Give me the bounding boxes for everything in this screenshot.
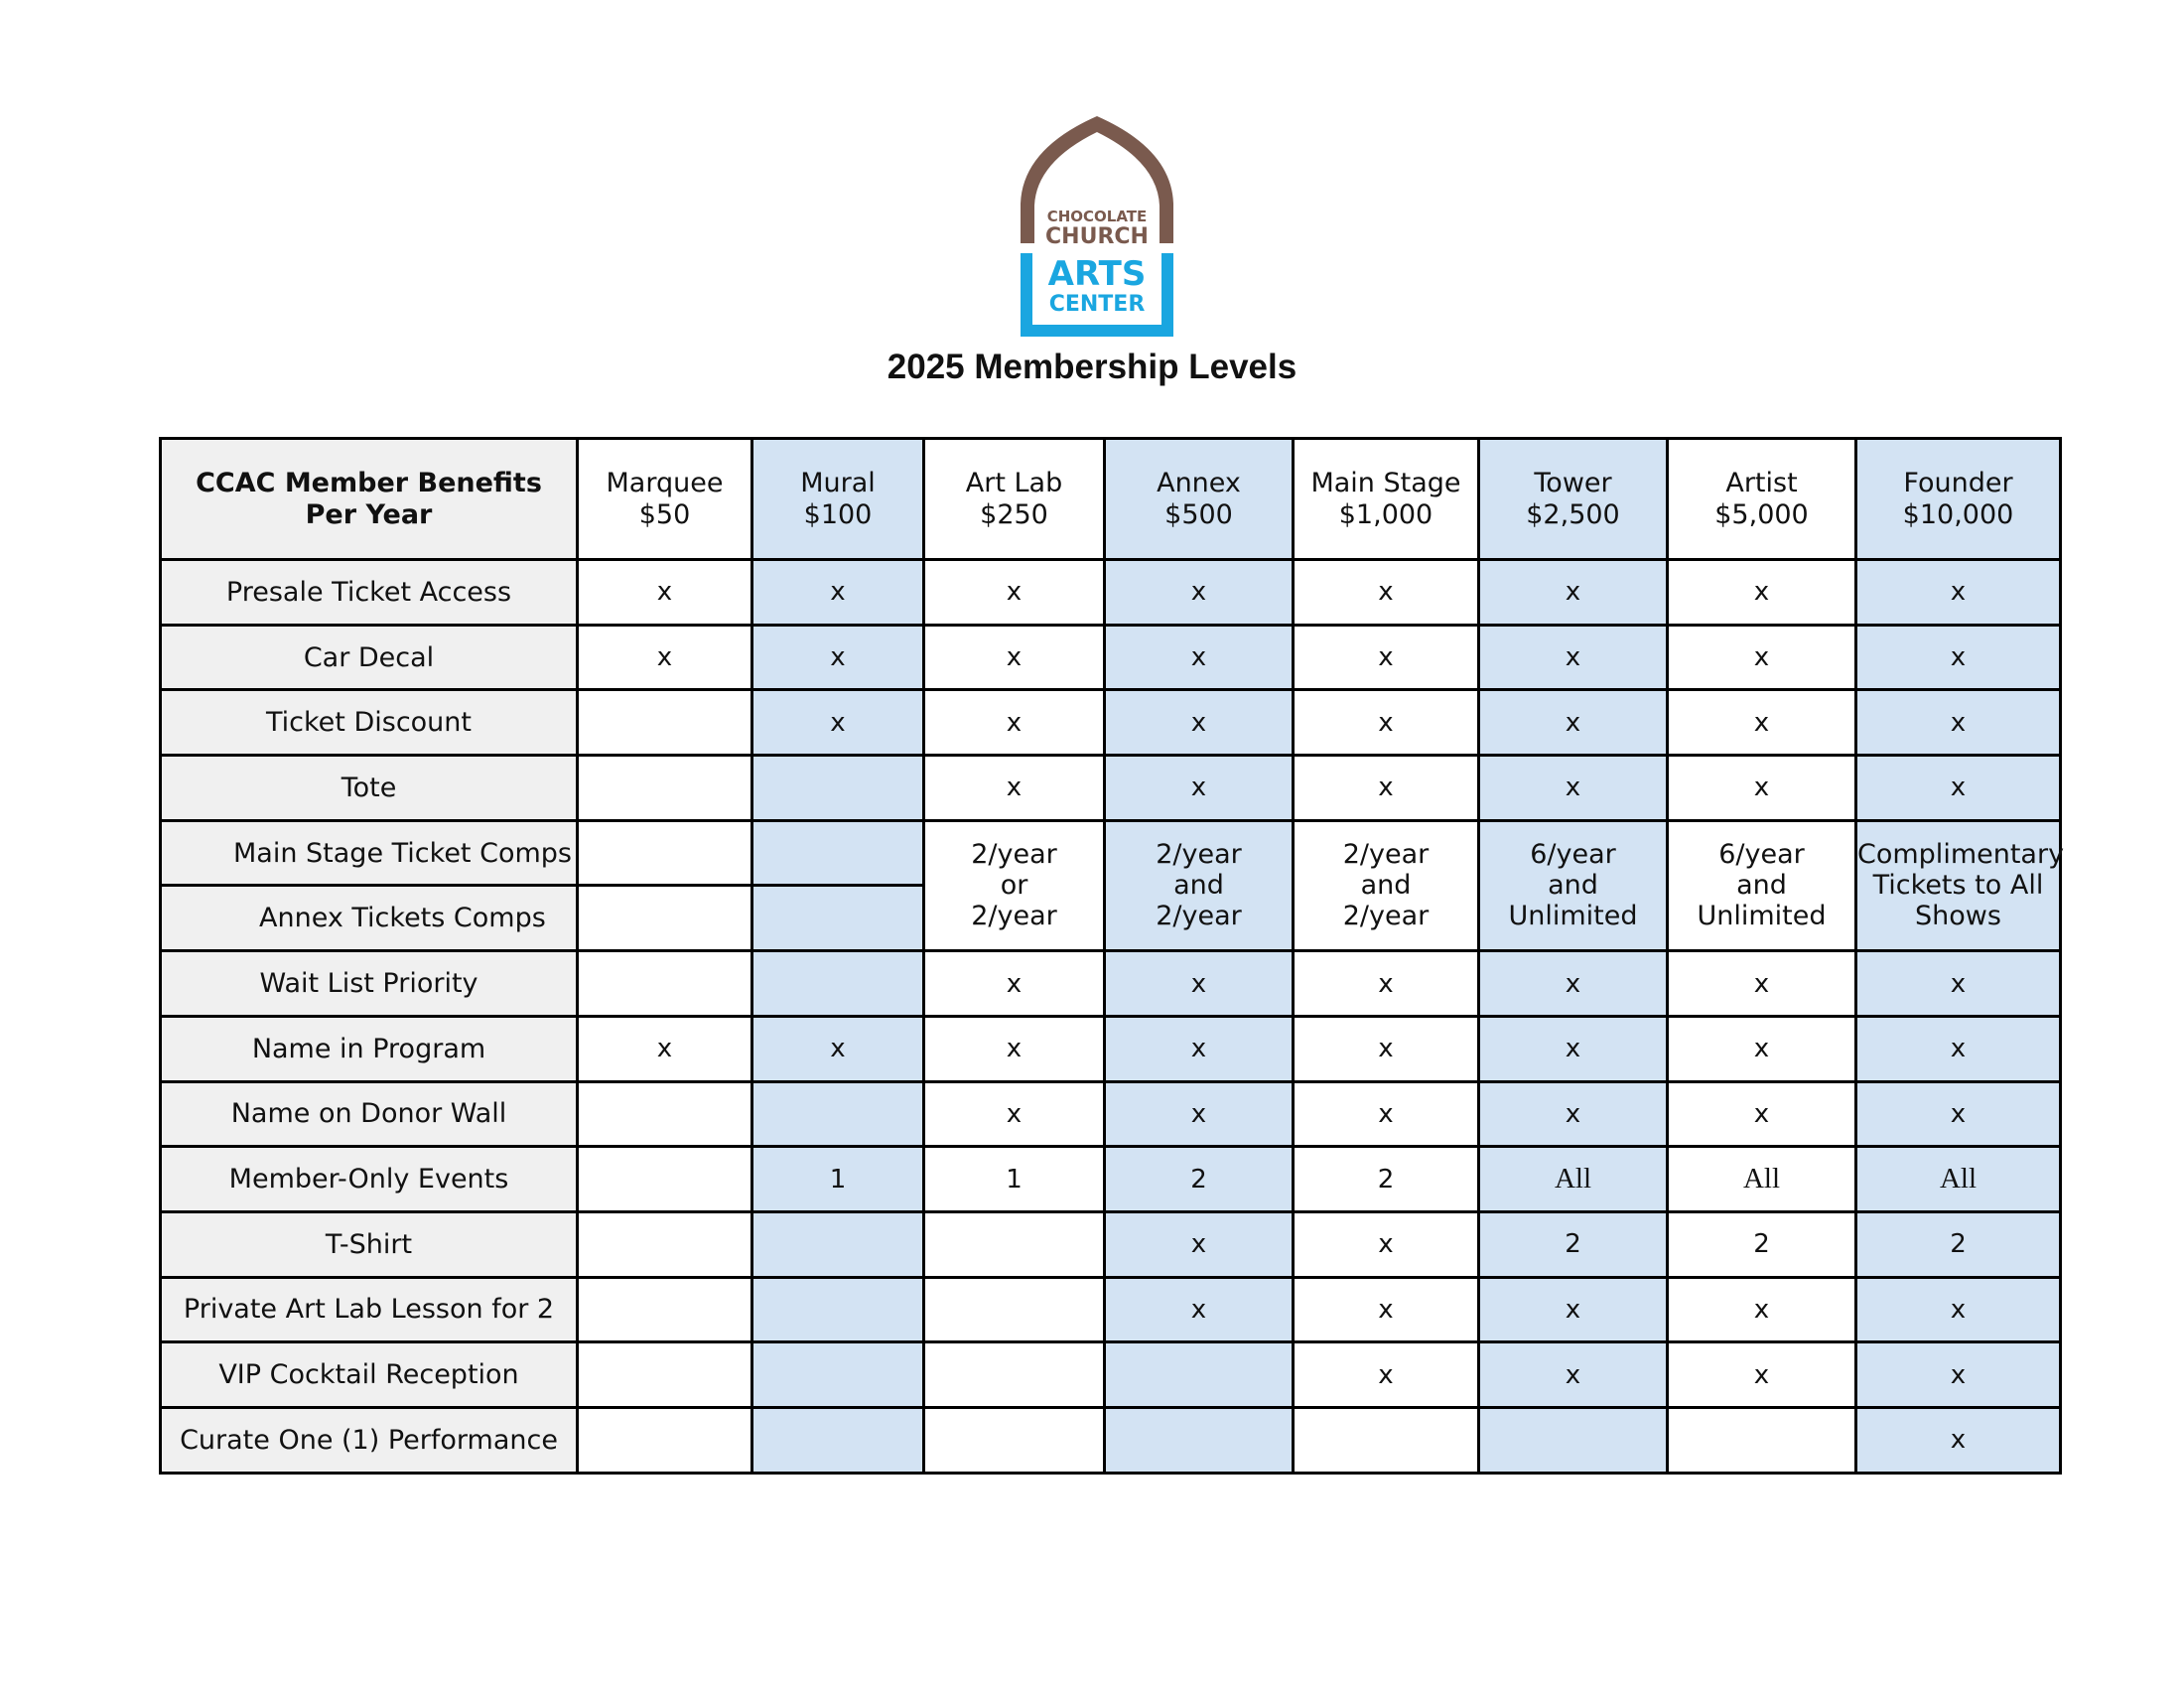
benefit-cell [752, 1277, 924, 1342]
benefit-cell [1856, 1147, 2061, 1212]
comps-row-main [161, 820, 2061, 886]
tier-price: $250 [980, 498, 1048, 530]
benefit-cell [1856, 1211, 2061, 1277]
tier-price: $500 [1164, 498, 1233, 530]
benefit-cell [1479, 756, 1668, 821]
comps-bottom: Unlimited [1508, 901, 1638, 932]
benefit-cell [578, 560, 752, 626]
benefit-cell [924, 560, 1105, 626]
benefit-cell [752, 886, 924, 951]
table-row [161, 756, 2061, 821]
tier-price: $100 [803, 498, 873, 530]
header-label-line: Per Year [305, 498, 433, 530]
included-mark: x [1950, 642, 1967, 673]
included-mark: x [1006, 1098, 1023, 1129]
benefit-label: Private Art Lab Lesson for 2 [161, 1277, 578, 1342]
header-label-cell [161, 439, 578, 560]
included-mark: x [1006, 968, 1023, 999]
benefit-cell [1479, 1147, 1668, 1212]
header-label-line: CCAC Member Benefits [196, 468, 542, 499]
benefit-cell [1479, 1342, 1668, 1408]
included-mark: x [1378, 1294, 1394, 1325]
benefit-value: 2 [1753, 1229, 1770, 1260]
benefit-cell [578, 690, 752, 756]
included-mark: x [1378, 1034, 1394, 1064]
header-row [161, 439, 2061, 560]
benefit-cell [1668, 1407, 1856, 1473]
table-row [161, 625, 2061, 690]
comps-cell [1294, 820, 1479, 950]
benefit-cell [1294, 1147, 1479, 1212]
included-mark: x [1378, 1229, 1394, 1260]
tier-price: $2,500 [1526, 498, 1620, 530]
benefit-cell [924, 1342, 1105, 1408]
comps-top: 2/year [1342, 839, 1430, 871]
benefit-cell [1105, 560, 1294, 626]
tier-name: Tower [1534, 468, 1612, 499]
benefit-cell [752, 690, 924, 756]
comps-top: 2/year [1156, 839, 1242, 871]
comps-top: 6/year [1530, 839, 1616, 871]
benefit-cell [924, 1147, 1105, 1212]
benefit-cell [1294, 1081, 1479, 1147]
benefit-cell [1856, 560, 2061, 626]
benefit-value: All [1742, 1162, 1781, 1195]
benefit-cell [752, 1081, 924, 1147]
included-mark: x [1565, 773, 1581, 803]
benefit-label: Annex Tickets Comps [161, 886, 578, 951]
comps-founder-cell [1856, 820, 2065, 950]
included-mark: x [1378, 1359, 1394, 1390]
included-mark: x [1006, 1034, 1023, 1064]
included-mark: x [830, 577, 846, 608]
included-mark: x [1950, 1034, 1967, 1064]
benefit-cell [1668, 1147, 1856, 1212]
comps-cell [1105, 820, 1294, 950]
benefit-cell [1105, 1407, 1294, 1473]
benefit-value: 2 [1377, 1164, 1395, 1195]
benefit-label: Tote [161, 756, 578, 821]
included-mark: x [1753, 1034, 1770, 1064]
benefit-cell [578, 1342, 752, 1408]
benefit-cell [1105, 1342, 1294, 1408]
included-mark: x [1565, 1098, 1581, 1129]
benefit-cell [578, 1407, 752, 1473]
benefit-cell [1294, 1211, 1479, 1277]
included-mark: x [1006, 642, 1023, 673]
included-mark: x [1190, 642, 1207, 673]
tier-name: Main Stage [1310, 468, 1461, 499]
included-mark: x [1378, 577, 1394, 608]
benefit-cell [1105, 1211, 1294, 1277]
benefit-value: 2 [1565, 1229, 1581, 1260]
comps-mid: or [1000, 870, 1028, 902]
benefit-cell [1668, 560, 1856, 626]
included-mark: x [1753, 1098, 1770, 1129]
comps-bottom: 2/year [971, 901, 1057, 932]
included-mark: x [1753, 577, 1770, 608]
benefit-cell [578, 625, 752, 690]
included-mark: x [1190, 968, 1207, 999]
included-mark: x [1190, 1034, 1207, 1064]
benefit-cell [1668, 1277, 1856, 1342]
benefit-cell [924, 951, 1105, 1017]
included-mark: x [1753, 968, 1770, 999]
included-mark: x [1190, 1098, 1207, 1129]
table-row [161, 951, 2061, 1017]
included-mark: x [1753, 1359, 1770, 1390]
benefit-label: Car Decal [161, 625, 578, 690]
benefit-cell [578, 756, 752, 821]
benefit-cell [924, 1081, 1105, 1147]
included-mark: x [1950, 773, 1967, 803]
included-mark: x [1950, 1294, 1967, 1325]
benefit-cell [1479, 1081, 1668, 1147]
included-mark: x [1378, 707, 1394, 738]
comps-bottom: 2/year [1156, 901, 1242, 932]
benefit-cell [578, 820, 752, 886]
benefit-value: 2 [1190, 1164, 1207, 1195]
tier-name: Mural [800, 468, 876, 499]
benefit-cell [924, 1277, 1105, 1342]
included-mark: x [656, 577, 673, 608]
benefit-label: Wait List Priority [161, 951, 578, 1017]
included-mark: x [1950, 968, 1967, 999]
benefit-cell [752, 1016, 924, 1081]
benefit-cell [1479, 1407, 1668, 1473]
included-mark: x [1753, 707, 1770, 738]
comps-mid: and [1360, 870, 1412, 902]
benefit-cell [1105, 1016, 1294, 1081]
included-mark: x [1006, 773, 1023, 803]
benefit-value: All [1554, 1162, 1592, 1195]
benefit-cell [1294, 1407, 1479, 1473]
comps-bottom: 2/year [1342, 901, 1430, 932]
benefit-cell [1294, 690, 1479, 756]
included-mark: x [1950, 1359, 1967, 1390]
benefit-cell [1668, 625, 1856, 690]
table-row [161, 1147, 2061, 1212]
table-row [161, 1407, 2061, 1473]
benefit-label: Name in Program [161, 1016, 578, 1081]
comps-top: 6/year [1718, 839, 1805, 871]
benefit-cell [578, 1016, 752, 1081]
included-mark: x [1753, 1294, 1770, 1325]
benefit-cell [1668, 756, 1856, 821]
included-mark: x [830, 1034, 846, 1064]
page-title: 2025 Membership Levels [887, 348, 1297, 386]
included-mark: x [1378, 642, 1394, 673]
included-mark: x [1565, 577, 1581, 608]
tier-price: $50 [638, 498, 691, 530]
benefit-cell [752, 1407, 924, 1473]
table-row [161, 1211, 2061, 1277]
table-row [161, 1016, 2061, 1081]
logo-text-chocolate: CHOCOLATE [1046, 208, 1148, 225]
included-mark: x [1950, 577, 1967, 608]
benefit-cell [924, 1407, 1105, 1473]
benefit-value: 2 [1950, 1229, 1967, 1260]
included-mark: x [1190, 1294, 1207, 1325]
benefit-cell [1479, 625, 1668, 690]
comps-top: 2/year [971, 839, 1057, 871]
benefit-cell [924, 756, 1105, 821]
benefit-cell [924, 690, 1105, 756]
benefit-cell [752, 625, 924, 690]
benefit-cell [1856, 690, 2061, 756]
tier-header-main-stage [1294, 439, 1479, 560]
included-mark: x [1753, 773, 1770, 803]
included-mark: x [1950, 707, 1967, 738]
benefit-cell [1105, 951, 1294, 1017]
benefit-cell [1105, 1277, 1294, 1342]
benefit-cell [1856, 1016, 2061, 1081]
benefit-cell [1294, 1016, 1479, 1081]
benefit-cell [1479, 560, 1668, 626]
benefit-cell [1668, 1016, 1856, 1081]
benefit-cell [1479, 690, 1668, 756]
benefit-cell [752, 1342, 924, 1408]
tier-name: Founder [1903, 468, 2013, 499]
benefit-cell [924, 625, 1105, 690]
benefit-cell [1856, 625, 2061, 690]
included-mark: x [1006, 707, 1023, 738]
included-mark: x [656, 1034, 673, 1064]
benefit-cell [578, 1211, 752, 1277]
benefit-cell [1105, 690, 1294, 756]
benefit-cell [1294, 756, 1479, 821]
comps-bottom: Unlimited [1697, 901, 1827, 932]
benefit-label: T-Shirt [161, 1211, 578, 1277]
logo-text-center: CENTER [1048, 292, 1146, 317]
included-mark: x [1190, 1229, 1207, 1260]
included-mark: x [656, 642, 673, 673]
benefit-value: 1 [1006, 1164, 1023, 1195]
membership-table-body [161, 439, 2065, 1474]
benefit-label: Main Stage Ticket Comps [161, 820, 578, 886]
benefit-cell [752, 1211, 924, 1277]
benefit-label: Presale Ticket Access [161, 560, 578, 626]
included-mark: x [1565, 707, 1581, 738]
benefit-cell [1668, 1081, 1856, 1147]
benefit-cell [1479, 1016, 1668, 1081]
included-mark: x [1950, 1098, 1967, 1129]
included-mark: x [1565, 1359, 1581, 1390]
tier-price: $5,000 [1714, 498, 1809, 530]
benefit-cell [578, 886, 752, 951]
benefit-cell [1105, 1081, 1294, 1147]
included-mark: x [1190, 773, 1207, 803]
membership-table [159, 437, 2065, 1475]
included-mark: x [1378, 968, 1394, 999]
benefit-cell [1479, 1211, 1668, 1277]
benefit-cell [924, 1016, 1105, 1081]
table-row [161, 690, 2061, 756]
benefit-label: Name on Donor Wall [161, 1081, 578, 1147]
table-row [161, 1277, 2061, 1342]
benefit-cell [1856, 1407, 2061, 1473]
benefit-cell [1856, 1342, 2061, 1408]
benefit-cell [1479, 951, 1668, 1017]
included-mark: x [830, 707, 846, 738]
included-mark: x [1378, 773, 1394, 803]
tier-header-marquee [578, 439, 752, 560]
comps-cell [1668, 820, 1856, 950]
comps-cell [924, 820, 1105, 950]
benefit-cell [1668, 951, 1856, 1017]
tier-price: $10,000 [1902, 498, 2014, 530]
benefit-cell [578, 1147, 752, 1212]
benefit-cell [1856, 1277, 2061, 1342]
comps-mid: and [1736, 870, 1787, 902]
included-mark: x [1565, 1034, 1581, 1064]
table-row [161, 1081, 2061, 1147]
benefit-label: VIP Cocktail Reception [161, 1342, 578, 1408]
included-mark: x [1190, 707, 1207, 738]
benefit-cell [1668, 1211, 1856, 1277]
comps-cell [1479, 820, 1668, 950]
tier-header-founder [1856, 439, 2061, 560]
benefit-cell [924, 1211, 1105, 1277]
included-mark: x [1753, 642, 1770, 673]
benefit-label: Member-Only Events [161, 1147, 578, 1212]
logo-text-church: CHURCH [1045, 224, 1149, 249]
benefit-cell [752, 1147, 924, 1212]
benefit-value: 1 [829, 1164, 847, 1195]
tier-header-artist [1668, 439, 1856, 560]
benefit-cell [1294, 560, 1479, 626]
benefit-cell [1856, 1081, 2061, 1147]
benefit-cell [1856, 951, 2061, 1017]
benefit-cell [1105, 625, 1294, 690]
benefit-cell [1105, 1147, 1294, 1212]
tier-header-art-lab [924, 439, 1105, 560]
benefit-cell [578, 1277, 752, 1342]
comps-mid: and [1173, 870, 1224, 902]
tier-header-mural [752, 439, 924, 560]
ccac-logo [1013, 114, 1181, 338]
included-mark: x [1950, 1425, 1967, 1456]
tier-price: $1,000 [1338, 498, 1433, 530]
included-mark: x [1190, 577, 1207, 608]
tier-name: Artist [1725, 468, 1798, 499]
benefit-cell [1479, 1277, 1668, 1342]
benefit-cell [1105, 756, 1294, 821]
comps-founder-text: Complimentary Tickets to All Shows [1857, 839, 2065, 932]
included-mark: x [1565, 1294, 1581, 1325]
benefit-cell [1668, 690, 1856, 756]
benefit-cell [1856, 756, 2061, 821]
table-row [161, 560, 2061, 626]
included-mark: x [1565, 968, 1581, 999]
benefit-cell [752, 951, 924, 1017]
benefit-cell [752, 756, 924, 821]
tier-header-annex [1105, 439, 1294, 560]
tier-header-tower [1479, 439, 1668, 560]
tier-name: Marquee [606, 468, 724, 499]
benefit-cell [1294, 951, 1479, 1017]
comps-mid: and [1548, 870, 1598, 902]
benefit-value: All [1939, 1162, 1978, 1195]
tier-name: Art Lab [965, 468, 1063, 499]
benefit-cell [1294, 1277, 1479, 1342]
benefit-cell [1294, 1342, 1479, 1408]
table-row [161, 1342, 2061, 1408]
included-mark: x [1006, 577, 1023, 608]
tier-name: Annex [1157, 468, 1241, 499]
benefit-cell [1294, 625, 1479, 690]
benefit-label: Ticket Discount [161, 690, 578, 756]
benefit-cell [752, 820, 924, 886]
benefit-cell [578, 1081, 752, 1147]
included-mark: x [830, 642, 846, 673]
logo-text-arts: ARTS [1047, 254, 1147, 294]
benefit-cell [1668, 1342, 1856, 1408]
included-mark: x [1565, 642, 1581, 673]
benefit-cell [578, 951, 752, 1017]
benefit-label: Curate One (1) Performance [161, 1407, 578, 1473]
benefit-cell [752, 560, 924, 626]
included-mark: x [1378, 1098, 1394, 1129]
